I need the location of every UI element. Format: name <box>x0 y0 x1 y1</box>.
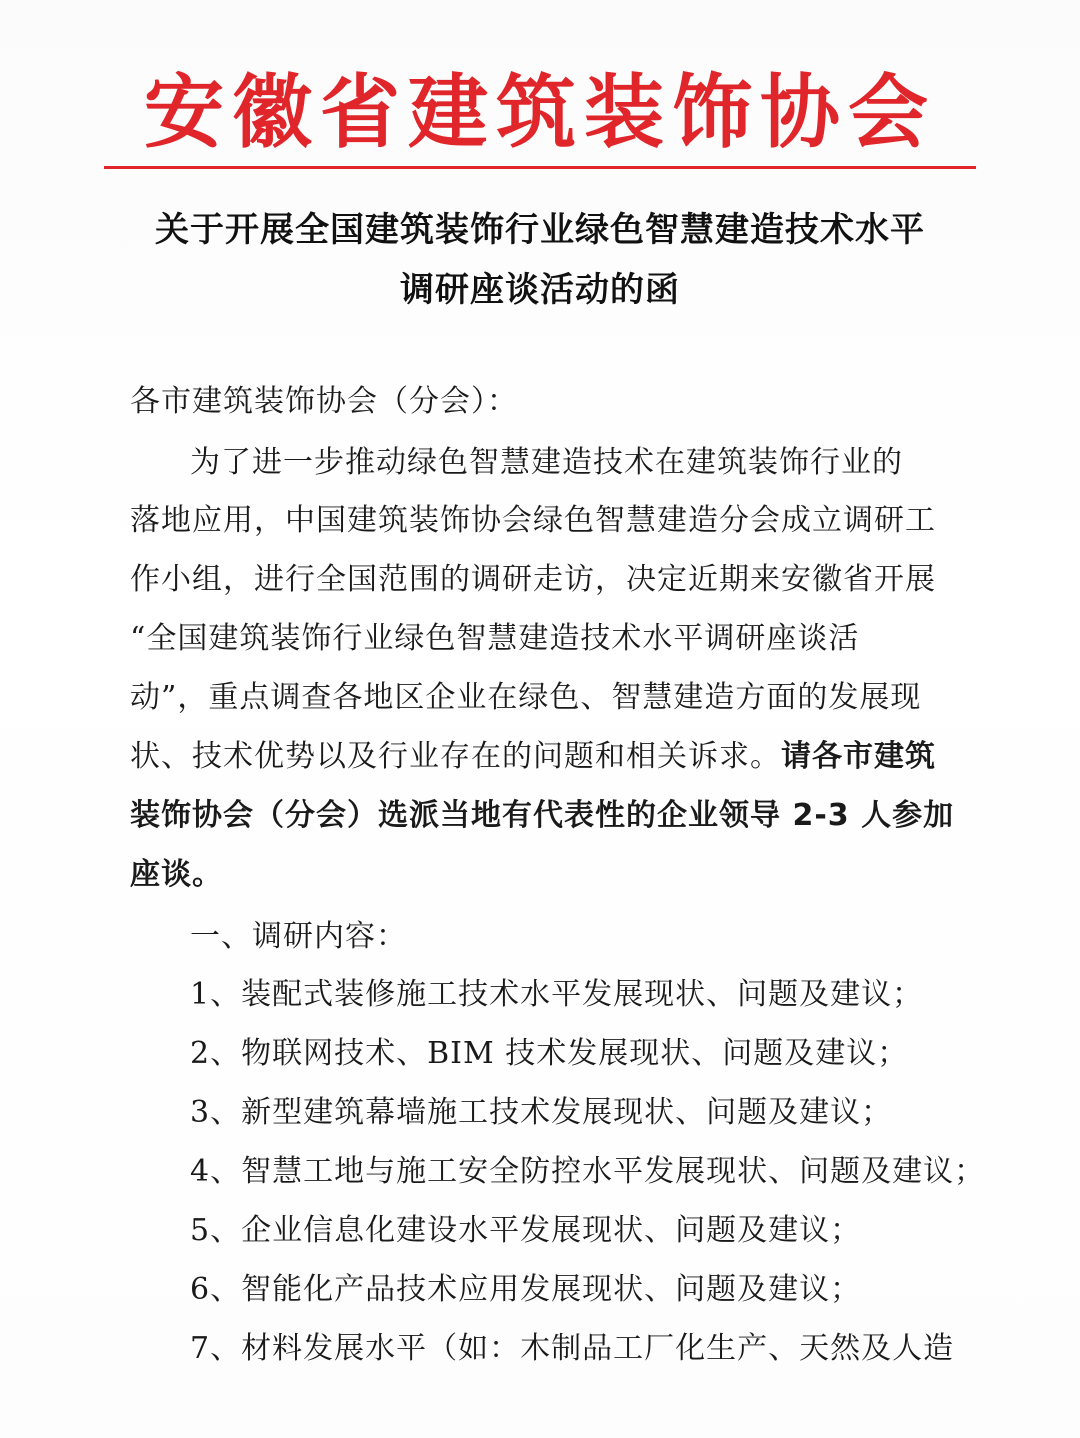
list-item: 7、材料发展水平（如：木制品工厂化生产、天然及人造 <box>190 1331 955 1366</box>
list-item: 4、智慧工地与施工安全防控水平发展现状、问题及建议； <box>190 1154 986 1189</box>
body-line-6 <box>130 737 936 777</box>
document-title-line-1: 关于开展全国建筑装饰行业绿色智慧建造技术水平 <box>155 210 925 250</box>
salutation: 各市建筑装饰协会（分会）： <box>130 384 518 419</box>
document-title-line-2: 调研座谈活动的函 <box>400 270 680 310</box>
list-item: 2、物联网技术、BIM 技术发展现状、问题及建议； <box>190 1036 909 1071</box>
body-line-5: 动”，重点调查各地区企业在绿色、智慧建造方面的发展现 <box>130 680 922 715</box>
letterhead-title: 安徽省建筑装饰协会 <box>144 65 936 159</box>
body-line-3: 作小组，进行全国范围的调研走访，决定近期来安徽省开展 <box>130 562 936 597</box>
body-line-8: 座谈。 <box>130 857 223 892</box>
letterhead-red-rule <box>104 166 976 169</box>
body-line-6-normal: 状、技术优势以及行业存在的问题和相关诉求。 <box>130 739 781 774</box>
list-item: 3、新型建筑幕墙施工技术发展现状、问题及建议； <box>190 1095 893 1130</box>
list-item: 5、企业信息化建设水平发展现状、问题及建议； <box>190 1213 862 1248</box>
list-item: 1、装配式装修施工技术水平发展现状、问题及建议； <box>190 977 924 1012</box>
body-line-1: 为了进一步推动绿色智慧建造技术在建筑装饰行业的 <box>190 445 903 480</box>
body-line-7: 装饰协会（分会）选派当地有代表性的企业领导 2-3 人参加 <box>130 798 955 833</box>
section-heading: 一、调研内容： <box>190 919 407 954</box>
body-line-2: 落地应用，中国建筑装饰协会绿色智慧建造分会成立调研工 <box>130 503 936 538</box>
body-line-4: “全国建筑装饰行业绿色智慧建造技术水平调研座谈活 <box>130 621 860 656</box>
body-line-6-bold: 请各市建筑 <box>781 739 936 774</box>
list-item: 6、智能化产品技术应用发展现状、问题及建议； <box>190 1272 862 1307</box>
